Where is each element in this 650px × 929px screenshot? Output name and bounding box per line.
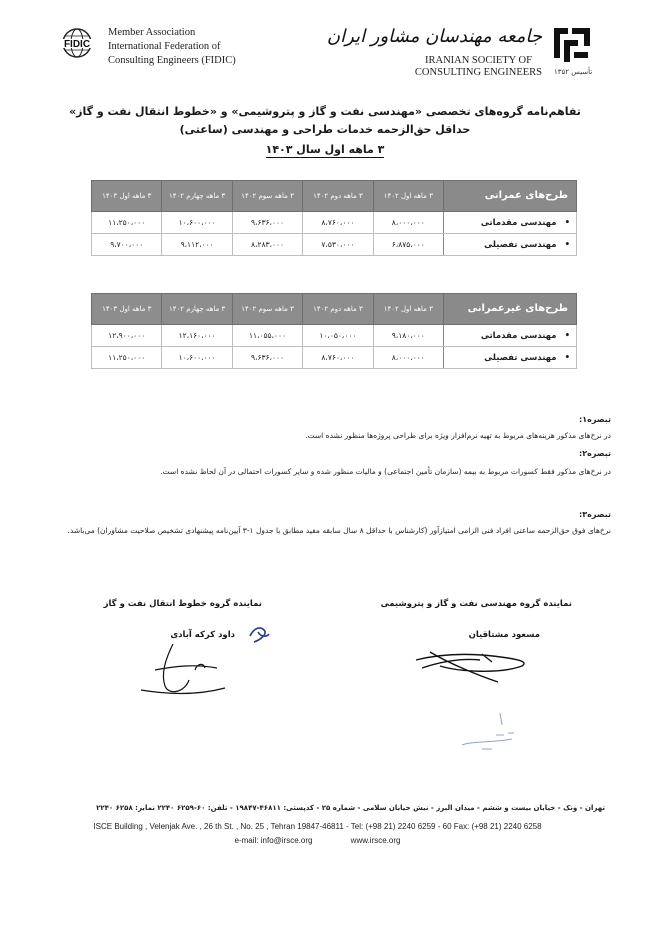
table-cell: ۸،۲۸۳،۰۰۰ — [232, 234, 302, 256]
irsce-name-fa: جامعه مهندسان مشاور ایران — [326, 26, 542, 47]
table-corner-title: طرح‌های عمرانی — [444, 181, 577, 212]
row-label — [444, 212, 577, 234]
bullet-icon: • — [564, 217, 570, 228]
table-cell: ۹،۶۳۶،۰۰۰ — [232, 212, 302, 234]
note-3-text: نرخ‌های فوق حق‌الزحمه ساعتی افراد فنی الزامی امتیازآور (کارشناس با حداقل ۸ سال سابقه مفید مطابق با جدول ۱-۳ آیین‌نامه پیشنهادی تشخیص صلاحیت مشاوران) می‌باشد. — [67, 526, 611, 535]
footer-address-en: ISCE Building , Velenjak Ave. , 26 th St. , No. 25 , Tehran 19847-46811 - Tel: (+98 21) 2240 6259 - 60 Fax: (+98 21) 2240 6258 — [93, 822, 542, 831]
table-cell: ۱۰،۶۰۰،۰۰۰ — [162, 347, 232, 369]
table-cell: ۸،۷۶۰،۰۰۰ — [303, 212, 373, 234]
fidic-line-3: Consulting Engineers (FIDIC) — [108, 55, 236, 66]
column-header: ۳ ماهه دوم ۱۴۰۲ — [303, 294, 373, 325]
table-header-row — [92, 294, 577, 325]
note-1-text: در نرخ‌های مذکور هزینه‌های مربوط به تهیه نرم‌افزار ویژه برای طراحی پروژه‌ها منظور نشده است. — [305, 431, 611, 440]
table-cell: ۹،۶۳۶،۰۰۰ — [232, 347, 302, 369]
footer-contact — [30, 836, 605, 845]
doc-period-text: ۳ ماهه اول سال ۱۴۰۳ — [265, 143, 385, 156]
table-cell: ۸،۷۶۰،۰۰۰ — [303, 347, 373, 369]
table-row — [92, 212, 577, 234]
column-header: ۳ ماهه اول ۱۴۰۲ — [373, 181, 443, 212]
signatory-left-role: نماینده گروه خطوط انتقال نفت و گاز — [103, 599, 262, 609]
footer-website[interactable]: www.irsce.org — [350, 836, 401, 845]
column-header: ۳ ماهه اول ۱۴۰۳ — [92, 294, 162, 325]
faint-stamp-mark — [452, 705, 532, 755]
table-cell: ۸،۰۰۰،۰۰۰ — [373, 212, 443, 234]
fidic-line-1: Member Association — [108, 27, 196, 38]
row-label-text: مهندسی مقدماتی — [480, 330, 557, 341]
fidic-globe-logo — [52, 26, 102, 66]
note-1-heading: تبصره۱: — [579, 415, 611, 424]
footer-email[interactable]: e-mail: info@irsce.org — [234, 836, 313, 845]
initials-mark-icon — [246, 622, 272, 648]
table-cell: ۱۱،۲۵۰،۰۰۰ — [92, 347, 162, 369]
noncivil-projects-table — [91, 293, 577, 369]
irsce-founded: تأسیس ۱۳۵۲ — [554, 68, 593, 76]
row-label — [444, 325, 577, 347]
table-cell: ۱۱،۰۵۵،۰۰۰ — [232, 325, 302, 347]
note-3-heading: تبصره۳: — [579, 510, 611, 519]
column-header: ۳ ماهه سوم ۱۴۰۲ — [232, 181, 302, 212]
column-header: ۳ ماهه اول ۱۴۰۳ — [92, 181, 162, 212]
row-label-text: مهندسی مقدماتی — [480, 217, 557, 228]
table-row — [92, 234, 577, 256]
table-cell: ۹،۷۰۰،۰۰۰ — [92, 234, 162, 256]
bullet-icon: • — [564, 330, 570, 341]
doc-period — [40, 143, 610, 156]
civil-projects-table — [91, 180, 577, 256]
fidic-logo-text: FIDIC — [63, 39, 91, 50]
signatory-right-name: مسعود مشتاقیان — [468, 630, 540, 640]
footer-address-fa: تهران - ونک - خیابان بیست و ششم - میدان البرز - نبش خیابان سلامی - شماره ۲۵ - کدپستی: ۴۶۸۱۱-۱۹۸۴۷ - تلفن: ۶۰-۶۲۵۹ ۲۲۴۰ نمابر: ۶۲۵۸ ۲۲۴۰ — [96, 804, 605, 812]
bullet-icon: • — [564, 239, 570, 250]
column-header: ۳ ماهه اول ۱۴۰۲ — [373, 294, 443, 325]
signatory-left-name: داود کرکه آبادی — [170, 630, 235, 640]
irsce-logo-icon — [548, 22, 596, 66]
table-cell: ۱۰،۶۰۰،۰۰۰ — [162, 212, 232, 234]
column-header: ۳ ماهه چهارم ۱۴۰۲ — [162, 181, 232, 212]
note-2-heading: تبصره۲: — [579, 449, 611, 458]
table-corner-title: طرح‌های غیرعمرانی — [444, 294, 577, 325]
row-label-text: مهندسی تفصیلی — [484, 352, 557, 363]
handwritten-signature-left — [135, 640, 230, 700]
table-cell: ۱۲،۹۰۰،۰۰۰ — [92, 325, 162, 347]
column-header: ۳ ماهه دوم ۱۴۰۲ — [303, 181, 373, 212]
column-header: ۳ ماهه چهارم ۱۴۰۲ — [162, 294, 232, 325]
table-cell: ۶،۸۷۵،۰۰۰ — [373, 234, 443, 256]
fidic-line-2: International Federation of — [108, 41, 221, 52]
table-cell: ۹،۱۸۰،۰۰۰ — [373, 325, 443, 347]
row-label — [444, 347, 577, 369]
fidic-member-text — [108, 26, 236, 68]
irsce-en-line-2: CONSULTING ENGINEERS — [414, 67, 542, 78]
doc-title: تفاهم‌نامه گروه‌های تخصصی «مهندسی نفت و گاز و پتروشیمی» و «خطوط انتقال نفت و گاز» — [69, 105, 581, 118]
table-cell: ۱۲،۱۶۰،۰۰۰ — [162, 325, 232, 347]
table-cell: ۱۰،۰۵۰،۰۰۰ — [303, 325, 373, 347]
table-header-row — [92, 181, 577, 212]
table-cell: ۸،۰۰۰،۰۰۰ — [373, 347, 443, 369]
signatory-right-role: نماینده گروه مهندسی نفت و گاز و پتروشیمی — [380, 599, 572, 609]
table-cell: ۱۱،۲۵۰،۰۰۰ — [92, 212, 162, 234]
irsce-en-line-1: IRANIAN SOCIETY OF — [424, 55, 532, 66]
bullet-icon: • — [564, 352, 570, 363]
doc-subtitle: حداقل حق‌الزحمه خدمات طراحی و مهندسی (ساعتی) — [179, 123, 471, 136]
row-label-text: مهندسی تفصیلی — [484, 239, 557, 250]
note-2-text: در نرخ‌های مذکور فقط کسورات مربوط به بیمه (سازمان تأمین اجتماعی) و مالیات منظور شده و سایر کسورات احتمالی در آن لحاظ نشده است. — [160, 467, 611, 476]
table-row — [92, 347, 577, 369]
table-cell: ۹،۱۱۲،۰۰۰ — [162, 234, 232, 256]
table-cell: ۷،۵۳۰،۰۰۰ — [303, 234, 373, 256]
row-label — [444, 234, 577, 256]
handwritten-signature-right — [410, 644, 535, 686]
column-header: ۳ ماهه سوم ۱۴۰۲ — [232, 294, 302, 325]
irsce-name-en — [415, 55, 542, 79]
table-row — [92, 325, 577, 347]
